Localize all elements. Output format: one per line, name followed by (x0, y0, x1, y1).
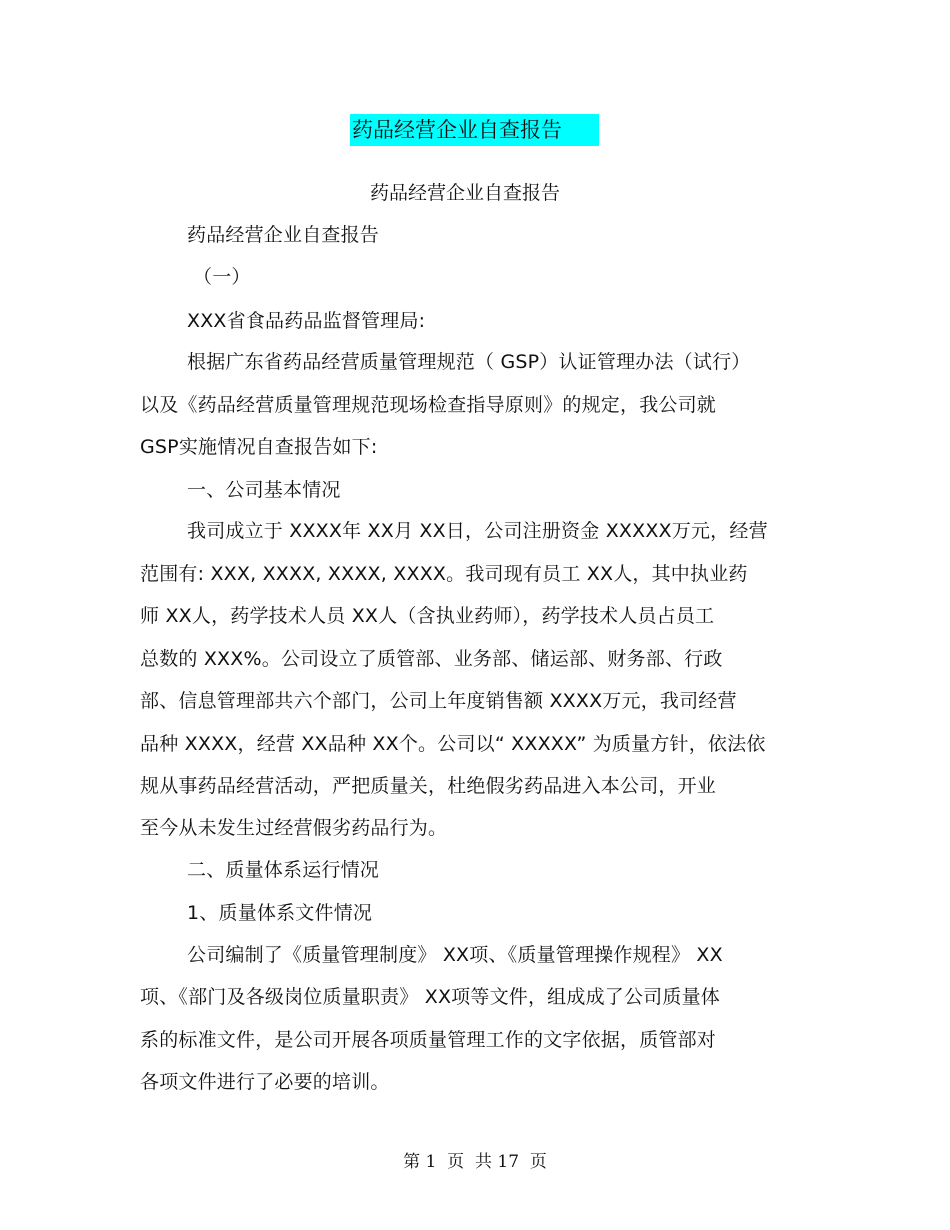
body-line: 项、《部门及各级岗位质量职责》 XX项等文件，组成成了公司质量体 (140, 986, 720, 1008)
body-line: GSP实施情况自查报告如下: (140, 436, 378, 458)
body-line: 1、质量体系文件情况 (187, 902, 373, 924)
body-line: 二、质量体系运行情况 (187, 859, 380, 881)
page-number-footer: 第 1 页 共 17 页 (403, 1152, 547, 1172)
body-line: 规从事药品经营活动，严把质量关，杜绝假劣药品进入本公司，开业 (140, 775, 717, 797)
body-line: XXX省食品药品监督管理局: (187, 310, 426, 332)
body-line: 以及《药品经营质量管理规范现场检查指导原则》的规定，我公司就 (140, 394, 717, 416)
body-line: 一、公司基本情况 (187, 479, 341, 501)
body-line: 总数的 XXX%。公司设立了质管部、业务部、储运部、财务部、行政 (140, 648, 723, 670)
body-line: 我司成立于 XXXX年 XX月 XX日，公司注册资金 XXXXX万元，经营 (187, 520, 768, 542)
body-line: 范围有: XXX, XXXX, XXXX, XXXX。我司现有员工 XX人，其中执业药 (140, 563, 748, 585)
body-line: 师 XX人，药学技术人员 XX人（含执业药师），药学技术人员占员工 (140, 605, 715, 627)
body-line: 根据广东省药品经营质量管理规范（ GSP）认证管理办法（试行） (187, 351, 751, 373)
body-line: 至今从未发生过经营假劣药品行为。 (140, 817, 448, 839)
body-line: 品种 XXXX，经营 XX品种 XX个。公司以“ XXXXX” 为质量方针，依法依 (140, 733, 766, 755)
body-line: 公司编制了《质量管理制度》 XX项、《质量管理操作规程》 XX (187, 944, 723, 966)
body-line: 药品经营企业自查报告 (187, 224, 380, 246)
document-title-highlighted: 药品经营企业自查报告 (350, 114, 599, 146)
document-subtitle: 药品经营企业自查报告 (369, 182, 560, 204)
body-line: 部、信息管理部共六个部门，公司上年度销售额 XXXX万元，我司经营 (140, 690, 737, 712)
body-line: （一） (193, 266, 251, 288)
body-line: 各项文件进行了必要的培训。 (140, 1071, 390, 1093)
body-line: 系的标准文件，是公司开展各项质量管理工作的文字依据，质管部对 (140, 1029, 717, 1051)
